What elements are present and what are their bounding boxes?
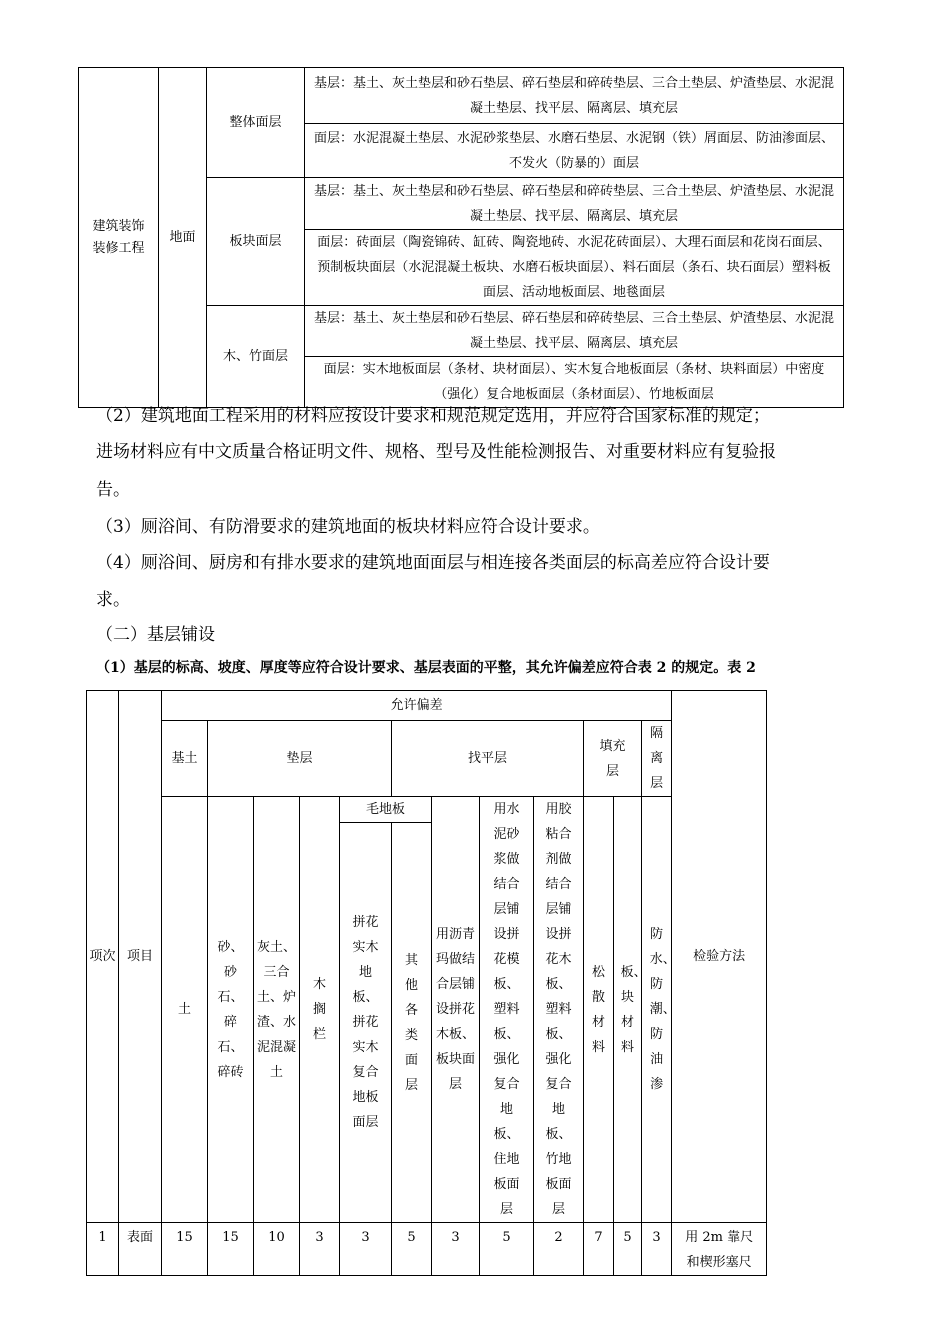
row1-item: 表面	[119, 1223, 162, 1276]
paragraph-3: （3）厕浴间、有防滑要求的建筑地面的板块材料应符合设计要求。	[96, 517, 600, 537]
paragraph-2-line3: 告。	[96, 480, 130, 500]
header-c4: 木搁栏	[300, 797, 340, 1223]
row1-value: 5	[614, 1223, 642, 1276]
header-c7: 用沥青玛做结合层铺设拼花木板、板块面层	[432, 797, 480, 1223]
header-c8: 用水泥砂浆做结合层铺设拼花模板、塑料板、强化复合地板、住地板面层	[480, 797, 534, 1223]
header-c10: 松散材料	[584, 797, 614, 1223]
surface-desc: 面层：砖面层（陶瓷锦砖、缸砖、陶瓷地砖、水泥花砖面层）、大理石面层和花岗石面层、预制板块面层（水泥混凝土板块、水磨石板块面层）、料石面层（条石、块石面层）塑料板面层、活动地板面层、地毯面层	[305, 230, 844, 306]
paragraph-2-line1: （2）建筑地面工程采用的材料应按设计要求和规范规定选用，并应符合国家标准的规定；	[96, 406, 770, 426]
floor-classification-table	[78, 67, 844, 408]
header-allowable: 允许偏差	[162, 691, 672, 721]
row1-value: 5	[392, 1223, 432, 1276]
paragraph-4-line2: 求。	[96, 590, 130, 610]
header-c11: 板、块材料	[614, 797, 642, 1223]
row1-value: 15	[162, 1223, 208, 1276]
group-name: 木、竹面层	[207, 306, 305, 408]
row1-value: 3	[340, 1223, 392, 1276]
header-item-no: 项次	[87, 691, 119, 1223]
row1-value: 15	[208, 1223, 254, 1276]
row1-value: 7	[584, 1223, 614, 1276]
section-heading: （二）基层铺设	[96, 625, 215, 645]
base-desc: 基层：基土、灰土垫层和砂石垫层、碎石垫层和碎砖垫层、三合土垫层、炉渣垫层、水泥混凝土垫层、找平层、隔离层、填充层	[305, 68, 844, 124]
base-tolerance-table	[86, 690, 767, 1276]
header-maodiban: 毛地板	[340, 797, 432, 823]
header-c12: 防水、防潮、防油渗	[642, 797, 672, 1223]
row1-value: 5	[480, 1223, 534, 1276]
row1-method: 用 2m 靠尺和楔形塞尺	[672, 1223, 767, 1276]
surface-desc: 面层：水泥混凝土垫层、水泥砂浆垫层、水磨石垫层、水泥钢（铁）屑面层、防油渗面层、不发火（防暴的）面层	[305, 124, 844, 178]
header-geli: 隔离层	[642, 721, 672, 797]
row1-no: 1	[87, 1223, 119, 1276]
header-jitu: 基土	[162, 721, 208, 797]
header-c3: 灰土、三合土、炉渣、水泥混凝土	[254, 797, 300, 1223]
row1-value: 10	[254, 1223, 300, 1276]
header-c2: 砂、砂石、碎石、碎砖	[208, 797, 254, 1223]
row1-value: 3	[642, 1223, 672, 1276]
paragraph-2-line2: 进场材料应有中文质量合格证明文件、规格、型号及性能检测报告、对重要材料应有复验报	[96, 442, 776, 462]
base-desc: 基层：基土、灰土垫层和砂石垫层、碎石垫层和碎砖垫层、三合土垫层、炉渣垫层、水泥混凝土垫层、找平层、隔离层、填充层	[305, 306, 844, 357]
group-name: 整体面层	[207, 68, 305, 178]
paragraph-4-line1: （4）厕浴间、厨房和有排水要求的建筑地面面层与相连接各类面层的标高差应符合设计要	[96, 553, 770, 573]
base-desc: 基层：基土、灰土垫层和砂石垫层、碎石垫层和碎砖垫层、三合土垫层、炉渣垫层、水泥混凝土垫层、找平层、隔离层、填充层	[305, 178, 844, 230]
header-c5: 拼花实木地板、拼花实木复合地板面层	[340, 823, 392, 1223]
header-method: 检验方法	[672, 691, 767, 1223]
header-zhaoping: 找平层	[392, 721, 584, 797]
header-tianchong: 填充层	[584, 721, 642, 797]
header-dianceng: 垫层	[208, 721, 392, 797]
category-cell: 建筑装饰装修工程	[79, 68, 159, 408]
subcategory-cell: 地面	[159, 68, 207, 408]
table2-caption: （1）基层的标高、坡度、厚度等应符合设计要求、基层表面的平整，其允许偏差应符合表 2 的规定。表 2	[96, 660, 756, 676]
row1-value: 3	[300, 1223, 340, 1276]
row1-value: 2	[534, 1223, 584, 1276]
row1-value: 3	[432, 1223, 480, 1276]
group-name: 板块面层	[207, 178, 305, 306]
header-c1: 土	[162, 797, 208, 1223]
header-c6: 其他各类面层	[392, 823, 432, 1223]
header-c9: 用胶粘合剂做结合层铺设拼花木板、塑料板、强化复合地板、竹地板面层	[534, 797, 584, 1223]
header-item: 项目	[119, 691, 162, 1223]
surface-desc: 面层：实木地板面层（条材、块材面层）、实木复合地板面层（条材、块料面层）中密度（强化）复合地板面层（条材面层）、竹地板面层	[305, 357, 844, 408]
